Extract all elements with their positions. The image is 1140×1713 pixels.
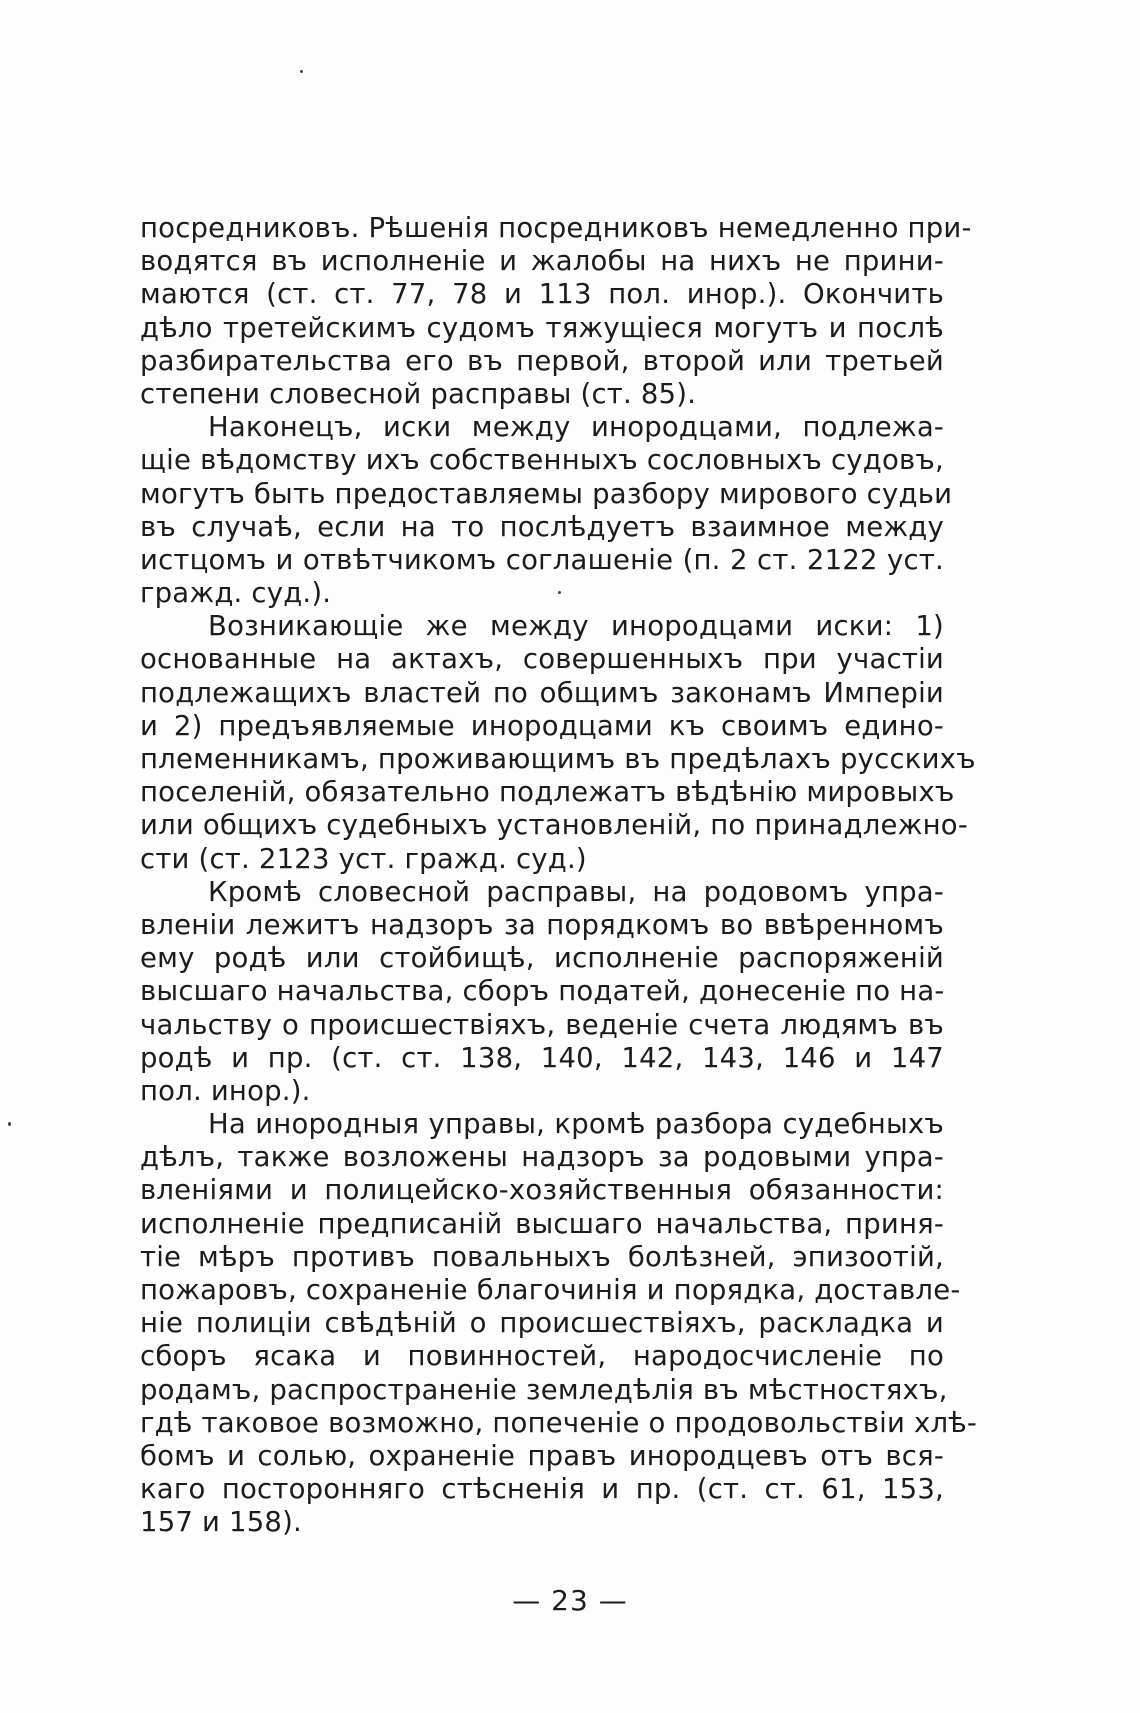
- text-line: пожаровъ, сохраненіе благочинія и порядка, доставле-: [140, 1274, 961, 1306]
- text-line: вленіями и полицейско-хозяйственныя обязанности:: [140, 1174, 944, 1207]
- text-line: посредниковъ. Рѣшенія посредниковъ немедленно при-: [140, 212, 972, 244]
- text-line: родѣ и пр. (ст. ст. 138, 140, 142, 143, 146 и 147: [140, 1041, 944, 1074]
- text-line: каго посторонняго стѣсненія и пр. (ст. ст. 61, 153,: [140, 1473, 944, 1506]
- text-line: маются (ст. ст. 77, 78 и 113 пол. инор.). Окончить: [140, 278, 944, 311]
- paragraph-first-line: На инородныя управы, кромѣ разбора судебныхъ: [208, 1108, 944, 1141]
- text-line: ему родѣ или стойбищѣ, исполненіе распоряженій: [140, 942, 944, 975]
- text-line: ніе полиціи свѣдѣній о происшествіяхъ, раскладка и: [140, 1307, 944, 1340]
- text-line: тіе мѣръ противъ повальныхъ болѣзней, эпизоотій,: [140, 1240, 944, 1273]
- text-line: степени словесной расправы (ст. 85).: [140, 377, 697, 410]
- text-line: чальству о происшествіяхъ, веденіе счета людямъ въ: [140, 1008, 944, 1041]
- text-line: или общихъ судебныхъ установленій, по принадлежно-: [140, 809, 968, 842]
- text-line: сти (ст. 2123 уст. гражд. суд.): [140, 842, 587, 875]
- text-line: подлежащихъ властей по общимъ законамъ Имперіи: [140, 676, 944, 709]
- text-line: поселеній, обязательно подлежатъ вѣдѣнію мировыхъ: [140, 776, 955, 809]
- text-line: племенникамъ, проживающимъ въ предѣлахъ русскихъ: [140, 743, 976, 775]
- paragraph-first-line: Кромѣ словесной расправы, на родовомъ упра-: [208, 875, 944, 908]
- body-text: [140, 212, 978, 1540]
- text-line: разбирательства его въ первой, второй или третьей: [140, 344, 944, 377]
- text-line: въ случаѣ, если на то послѣдуетъ взаимное между: [140, 510, 944, 543]
- page-number: — 23 —: [512, 1584, 628, 1617]
- text-line: истцомъ и отвѣтчикомъ соглашеніе (п. 2 ст. 2122 уст.: [140, 543, 944, 576]
- text-line: водятся въ исполненіе и жалобы на нихъ не прини-: [140, 245, 944, 278]
- ink-speck: [8, 1122, 11, 1126]
- text-line: щіе вѣдомству ихъ собственныхъ сословныхъ судовъ,: [140, 444, 944, 477]
- text-line: основанные на актахъ, совершенныхъ при участіи: [140, 643, 944, 676]
- text-line: пол. инор.).: [140, 1074, 311, 1107]
- text-line: сборъ ясака и повинностей, народосчисленіе по: [140, 1340, 944, 1373]
- text-line: могутъ быть предоставляемы разбору мирового судьи: [140, 477, 953, 510]
- text-line: дѣло третейскимъ судомъ тяжущіеся могутъ и послѣ: [140, 311, 944, 344]
- text-line: 157 и 158).: [140, 1506, 303, 1539]
- paragraph-first-line: Возникающіе же между инородцами иски: 1): [208, 610, 944, 643]
- text-line: и 2) предъявляемые инородцами къ своимъ едино-: [140, 709, 944, 742]
- text-line: бомъ и солью, охраненіе правъ инородцевъ отъ вся-: [140, 1439, 944, 1472]
- ink-speck: [300, 70, 303, 73]
- text-line: дѣлъ, также возложены надзоръ за родовыми упра-: [140, 1141, 944, 1174]
- text-line: родамъ, распространеніе земледѣлія въ мѣстностяхъ,: [140, 1373, 948, 1406]
- text-line: высшаго начальства, сборъ податей, донесеніе по на-: [140, 975, 945, 1008]
- paragraph-first-line: Наконецъ, иски между инородцами, подлежа-: [208, 411, 944, 444]
- text-line: гдѣ таковое возможно, попеченіе о продовольствіи хлѣ-: [140, 1406, 978, 1439]
- text-line: исполненіе предписаній высшаго начальства, приня-: [140, 1207, 944, 1240]
- text-line: вленіи лежитъ надзоръ за порядкомъ во ввѣренномъ: [140, 908, 944, 941]
- text-line: гражд. суд.).: [140, 577, 332, 610]
